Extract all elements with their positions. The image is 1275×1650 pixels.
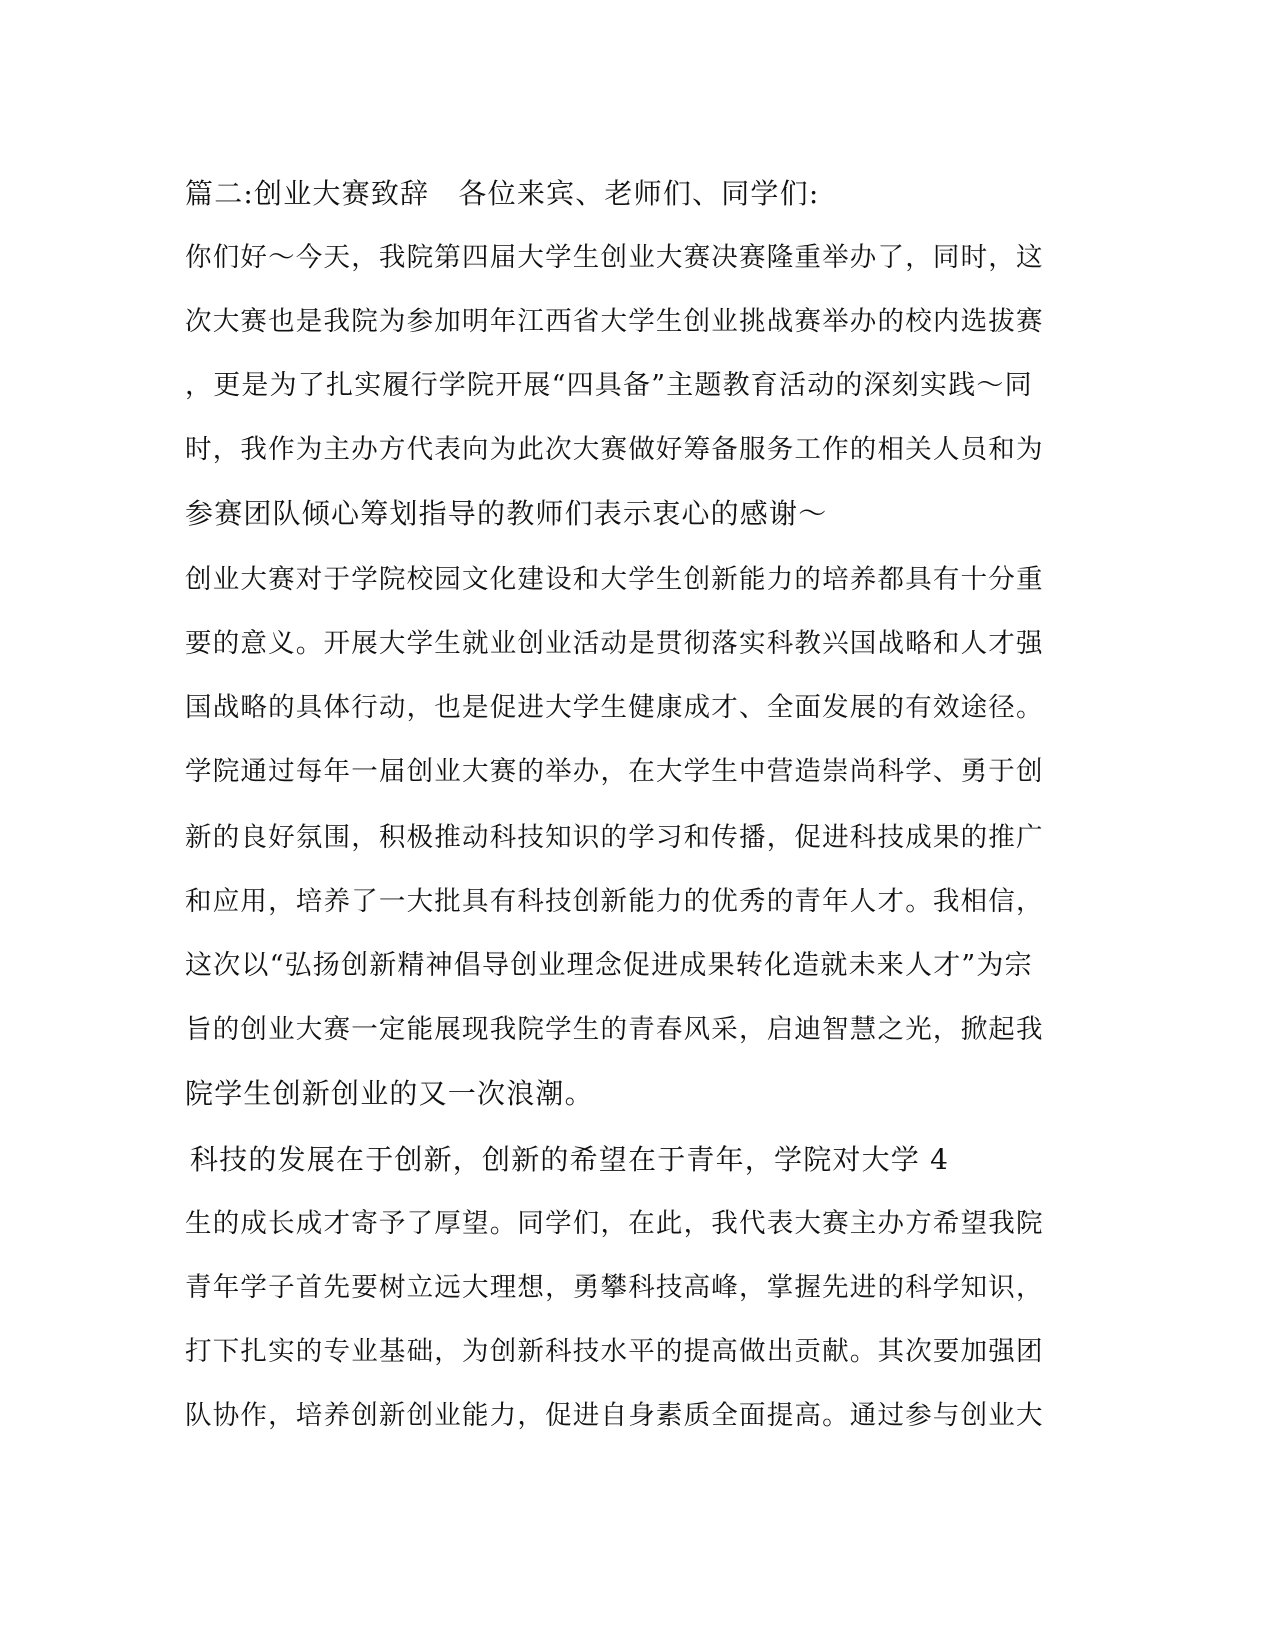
text-line: 院学生创新创业的又一次浪潮。 <box>185 1077 594 1110</box>
text-line: 和应用，培养了一大批具有科技创新能力的优秀的青年人才。我相信， <box>185 886 1044 917</box>
text-line: 参赛团队倾心筹划指导的教师们表示衷心的感谢～ <box>185 497 828 530</box>
text-line: 国战略的具体行动，也是促进大学生健康成才、全面发展的有效途径。 <box>185 692 1044 723</box>
text-line: 学院通过每年一届创业大赛的举办，在大学生中营造崇尚科学、勇于创 <box>185 756 1044 787</box>
text-line: 时，我作为主办方代表向为此次大赛做好筹备服务工作的相关人员和为 <box>185 434 1044 465</box>
text-line: 打下扎实的专业基础，为创新科技水平的提高做出贡献。其次要加强团 <box>185 1336 1044 1367</box>
text-line: 科技的发展在于创新，创新的希望在于青年，学院对大学 4 <box>190 1143 950 1176</box>
text-line: 你们好～今天，我院第四届大学生创业大赛决赛隆重举办了，同时，这 <box>185 242 1044 273</box>
text-line: 新的良好氛围，积极推动科技知识的学习和传播，促进科技成果的推广 <box>185 822 1044 853</box>
text-line: 次大赛也是我院为参加明年江西省大学生创业挑战赛举办的校内选拔赛 <box>185 306 1044 337</box>
text-line: 要的意义。开展大学生就业创业活动是贯彻落实科教兴国战略和人才强 <box>185 628 1044 659</box>
text-line: ，更是为了扎实履行学院开展“四具备”主题教育活动的深刻实践～同 <box>185 370 1033 401</box>
text-line: 青年学子首先要树立远大理想，勇攀科技高峰，掌握先进的科学知识， <box>185 1272 1044 1303</box>
text-line: 这次以“弘扬创新精神倡导创业理念促进成果转化造就未来人才”为宗 <box>185 950 1033 981</box>
text-line: 生的成长成才寄予了厚望。同学们，在此，我代表大赛主办方希望我院 <box>185 1208 1044 1239</box>
text-line: 队协作，培养创新创业能力，促进自身素质全面提高。通过参与创业大 <box>185 1400 1044 1431</box>
text-line: 创业大赛对于学院校园文化建设和大学生创新能力的培养都具有十分重 <box>185 564 1044 595</box>
text-line: 篇二:创业大赛致辞 各位来宾、老师们、同学们: <box>185 177 820 210</box>
text-line: 旨的创业大赛一定能展现我院学生的青春风采，启迪智慧之光，掀起我 <box>185 1014 1044 1045</box>
